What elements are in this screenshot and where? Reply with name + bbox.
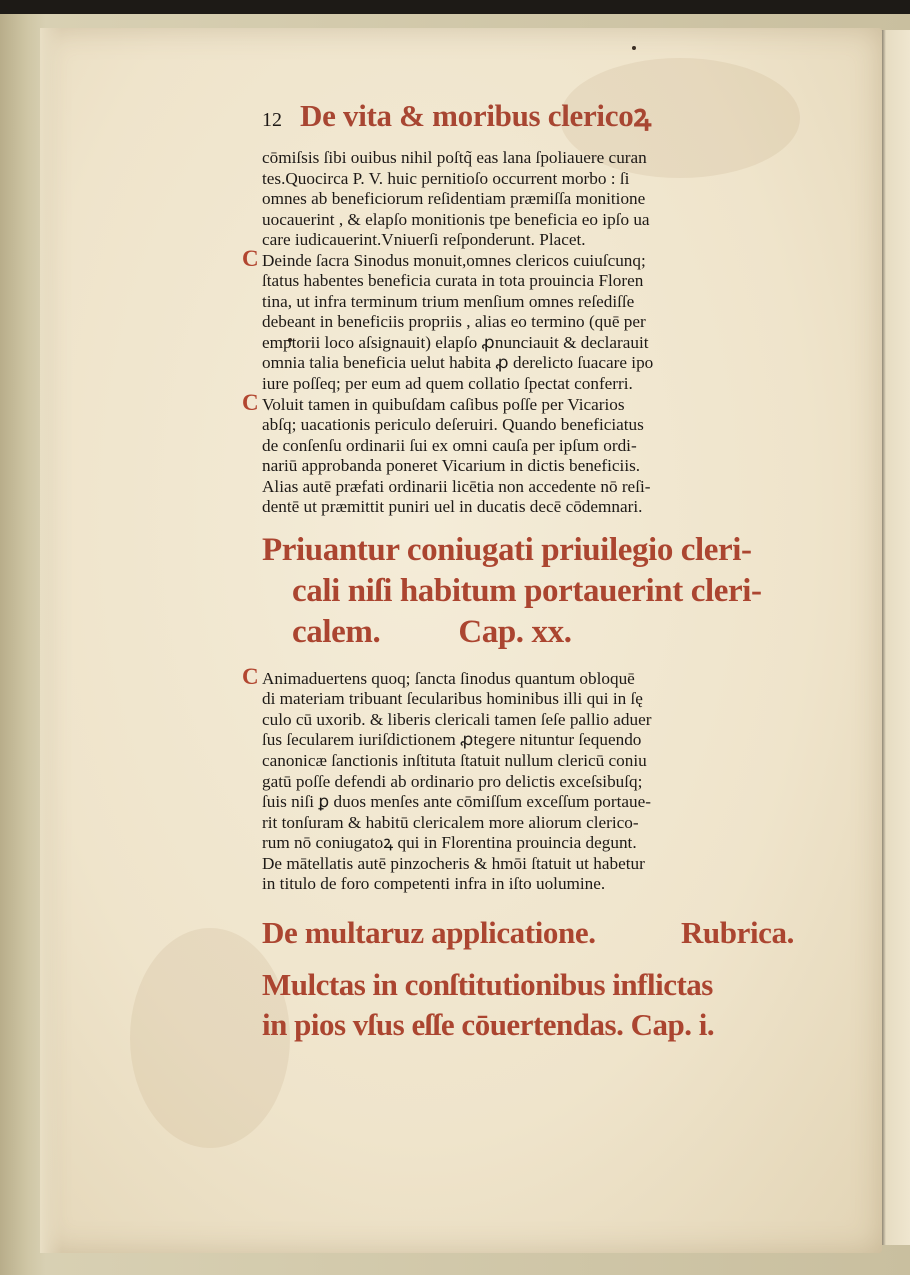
text-line: canonicæ ſanctionis inſtituta ſtatuit nullum clericū coniu [262,751,647,771]
heading-line: in pios vſus eſſe cōuertendas. Cap. i. [262,1006,715,1042]
text-line: uocauerint , & elapſo monitionis tpe beneficia eo ipſo ua [262,209,650,229]
text-line: iure poſſeq; per eum ad quem collatio ſpectat conferri. [262,374,633,394]
heading-line: cali niſi habitum portauerint cleri- [292,572,762,609]
spacer [262,653,802,669]
spacer [262,518,802,530]
heading-line-last [262,612,802,653]
rubric-label: Rubrica. [680,914,794,950]
pilcrow-mark: C [242,663,259,689]
text-line: rum nō coniugatoꝝ qui in Florentina prouincia degunt. [262,833,637,853]
text-line: gatū poſſe defendi ab ordinario pro delictis exceſsibuſq; [262,771,643,791]
facing-page-edge [878,30,910,1245]
text-line: abſq; uacationis periculo deſeruiri. Quando beneficiatus [262,415,644,435]
text-line: di materiam tribuant ſecularibus hominibus illi qui in ſę [262,689,643,709]
text-line: ſuis niſi ꝑ duos menſes ante cōmiſſum exceſſum portaue- [262,792,651,812]
heading-line: Priuantur coniugati priuilegio cleri- [262,531,752,568]
text-line: nariū approbanda poneret Vicarium in dictis beneficiis. [262,456,641,476]
text-line: debeant in beneficiis propriis , alias eo termino (quē per [262,312,646,332]
paragraph-2 [242,245,802,395]
chapter-heading-i [262,965,802,1045]
running-head-title: De vita & moribus clericoꝝ [300,98,652,133]
folio-number: 12 [262,109,282,131]
pilcrow-mark: C [242,245,259,271]
text-line: ſus ſecularem iuriſdictionem ꝓtegere nituntur ſequendo [262,730,642,750]
text-line: Animaduertens quoq; ſancta ſinodus quantum obloquē [262,668,635,688]
text-line: tina, ut infra terminum trium menſium omnes reſediſſe [262,291,635,311]
heading-line-text: calem. [292,613,381,650]
page-gutter-shade [40,28,62,1253]
text-line: emptorii loco aſsignauit) elapſo ꝓnunciauit & declarauit [262,332,649,352]
text-line: care iudicauerint.Vniuerſi reſponderunt. Placet. [262,230,586,250]
ink-speck [632,46,636,50]
rubric-title: De multaruz applicatione. [262,914,596,950]
text-line: in titulo de foro competenti infra in iſto uolumine. [262,874,606,894]
paragraph-1 [262,148,802,251]
text-line: omnia talia beneficia uelut habita ꝓ derelicto ſuacare ipo [262,353,654,373]
spacer [262,953,802,965]
chapter-heading-xx [262,530,802,653]
text-line: cōmiſsis ſibi ouibus nihil poſtq̃ eas lana ſpoliauere curan [262,148,647,167]
page-text [242,98,802,1045]
top-shadow-strip [0,0,910,14]
chapter-number: Cap. xx. [458,613,572,650]
paragraph-4 [242,663,802,895]
text-line: De mātellatis autē pinzocheris & hmōi ſtatuit ut habetur [262,853,645,873]
text-line: Deinde ſacra Sinodus monuit,omnes clericos cuiuſcunq; [262,250,646,270]
text-line: Alias autē præfati ordinarii licētia non accedente nō reſi- [262,476,651,496]
text-line: Voluit tamen in quibuſdam caſibus poſſe per Vicarios [262,394,625,414]
text-line: omnes ab beneficiorum reſidentiam præmiſſa monitione [262,189,646,209]
text-line: dentē ut præmittit puniri uel in ducatis decē cōdemnari. [262,497,643,517]
paragraph-3 [242,389,802,518]
text-line: ſtatus habentes beneficia curata in tota prouincia Floren [262,271,644,291]
pilcrow-mark: C [242,389,259,415]
text-line: culo cū uxorib. & liberis clericali tamen ſeſe pallio aduer [262,709,652,729]
spacer [262,895,802,913]
text-line: tes.Quocirca P. V. huic pernitioſo occurrent morbo : ſi [262,168,630,188]
rubric-heading [262,913,794,953]
text-line: de conſenſu ordinarii ſui ex omni cauſa per ipſum ordi- [262,435,637,455]
heading-line: Mulctas in conſtitutionibus inflictas [262,966,713,1002]
running-head [262,98,802,148]
text-line: rit tonſuram & habitū clericalem more aliorum clerico- [262,812,639,832]
